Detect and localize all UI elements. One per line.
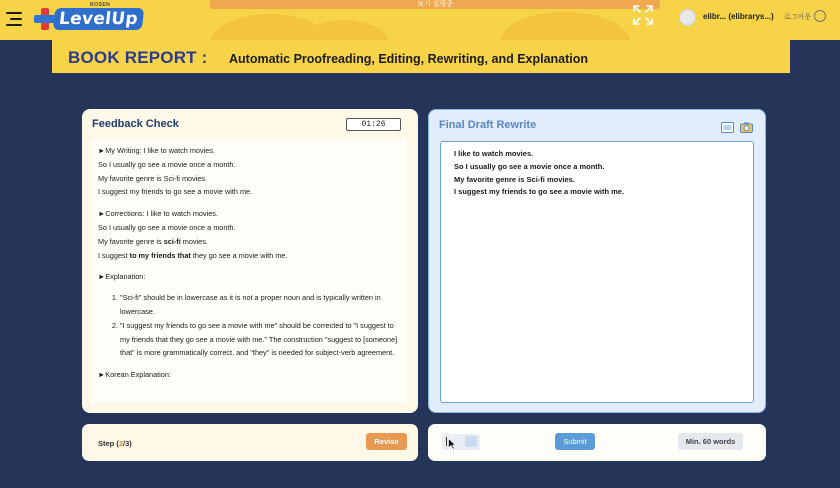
logout-link[interactable]: 로그아웃 [784, 14, 812, 21]
cloud-decoration [500, 12, 630, 40]
timer: 01:26 [346, 118, 401, 131]
correction-highlight: to my friends that [129, 250, 191, 260]
title-band [52, 40, 790, 73]
revise-button[interactable]: Revise [366, 433, 407, 450]
final-draft-line: I suggest my friends to go see a movie with me. [454, 187, 625, 197]
corrections-label: ►Corrections: I like to watch movies. [98, 209, 218, 219]
final-draft-panel [428, 109, 766, 413]
logo[interactable] [34, 2, 143, 33]
final-draft-title: Final Draft Rewrite [439, 119, 537, 131]
my-writing-line: My favorite genre is Sci-fi movies. [98, 173, 208, 183]
notice-banner: 보기 실행중 [210, 0, 660, 9]
logo-cross-icon [34, 8, 56, 30]
step-bar [82, 424, 418, 461]
final-draft-textarea[interactable] [440, 141, 754, 403]
final-draft-line: So I usually go see a movie once a month. [454, 161, 605, 171]
explanation-list [120, 291, 400, 360]
feedback-panel [82, 109, 418, 413]
user-name: elibr... (elibrarys...) [703, 12, 774, 21]
feedback-title: Feedback Check [92, 118, 179, 130]
mouse-cursor-icon [448, 437, 456, 449]
my-writing-line: I suggest my friends to go see a movie with me. [98, 187, 253, 197]
text-cursor [446, 437, 447, 446]
submit-bar [428, 424, 766, 461]
korean-explanation-label: ►Korean Explanation: [98, 370, 171, 380]
corrections-line: My favorite genre is sci-fi movies. [98, 236, 208, 246]
logo-text: LevelUp [53, 8, 144, 30]
camera-icon[interactable] [740, 120, 753, 131]
my-writing-label: ►My Writing: I like to watch movies. [98, 146, 215, 155]
submit-button[interactable]: Submit [555, 433, 595, 450]
step-current: 2 [118, 439, 124, 448]
correction-highlight: sci-fi [163, 236, 181, 246]
min-words-badge: Min. 60 words [678, 433, 743, 450]
top-bar [0, 0, 840, 40]
copy-icon[interactable] [721, 120, 734, 131]
search-icon[interactable] [465, 436, 477, 447]
final-draft-line: My favorite genre is Sci-fi movies. [454, 174, 575, 184]
page-title: BOOK REPORT : [68, 48, 208, 67]
explanation-item: 1. "Sci-fi" should be in lowercase as it is not a proper noun and is typically written in lowercase. [120, 291, 400, 319]
avatar[interactable] [679, 9, 696, 26]
logout-icon[interactable] [814, 10, 826, 22]
feedback-content [91, 139, 407, 403]
corrections-line: I suggest to my friends that they go see a movie with me. [98, 250, 288, 260]
explanation-label: ►Explanation: [98, 272, 146, 282]
explanation-item: 2. "I suggest my friends to go see a movie with me" should be corrected to "I suggest to my friends that they go see a movie with me." The construction "suggest to [someone] that" is more grammatically correct, and "they" is needed for subject-verb agreement. [120, 319, 400, 360]
menu-icon[interactable] [6, 11, 24, 27]
my-writing-line: So I usually go see a movie once a month. [98, 159, 236, 169]
step-indicator: Step (2/3) [98, 439, 132, 448]
fullscreen-icon[interactable] [632, 4, 654, 26]
logo-sub: ROSEN [90, 2, 111, 8]
final-draft-line: I like to watch movies. [454, 149, 534, 158]
corrections-line: So I usually go see a movie once a month. [98, 222, 236, 232]
page-subtitle: Automatic Proofreading, Editing, Rewriting, and Explanation [229, 52, 589, 66]
